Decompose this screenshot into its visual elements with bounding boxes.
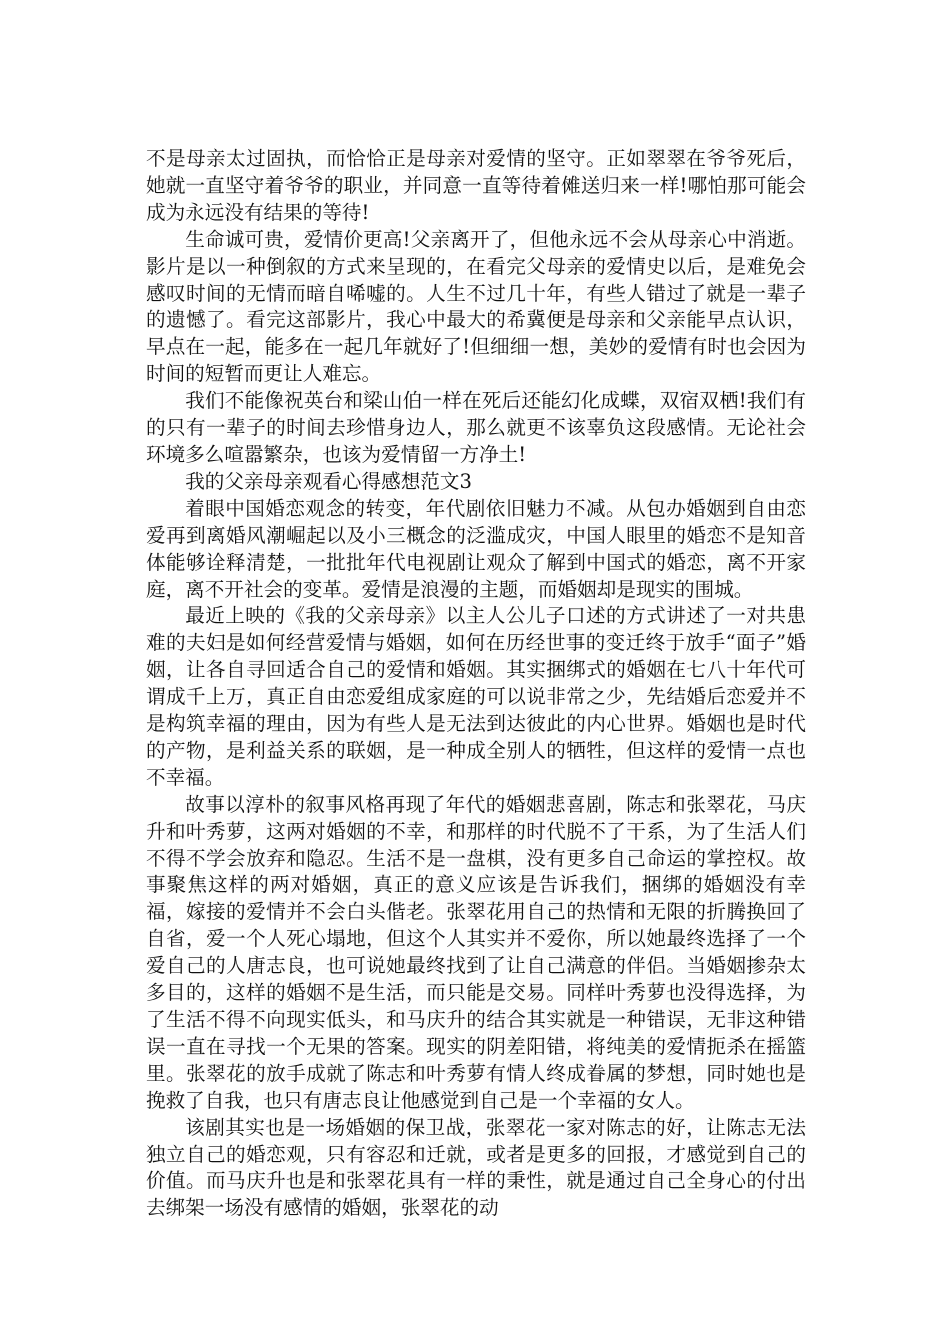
paragraph-1: 不是母亲太过固执，而恰恰正是母亲对爱情的坚守。正如翠翠在爷爷死后，她就一直坚守着爷爷的职业，并同意一直等待着傩送归来一样!哪怕那可能会成为永远没有结果的等待! <box>146 147 806 224</box>
paragraph-3: 我们不能像祝英台和梁山伯一样在死后还能幻化成蝶，双宿双栖!我们有的只有一辈子的时间去珍惜身边人，那么就更不该辜负这段感情。无论社会环境多么喧嚣繁杂，也该为爱情留一方净土! <box>146 389 806 466</box>
document-page <box>146 146 806 1222</box>
paragraph-7: 该剧其实也是一场婚姻的保卫战，张翠花一家对陈志的好，让陈志无法独立自己的婚恋观，只有容忍和迁就，或者是更多的回报，才感觉到自己的价值。而马庆升也是和张翠花具有一样的秉性，就是通过自己全身心的付出去绑架一场没有感情的婚姻，张翠花的动 <box>146 1115 806 1220</box>
paragraph-2: 生命诚可贵，爱情价更高!父亲离开了，但他永远不会从母亲心中消逝。影片是以一种倒叙的方式来呈现的，在看完父母亲的爱情史以后，是难免会感叹时间的无情而暗自唏嘘的。人生不过几十年，有些人错过了就是一辈子的遗憾了。看完这部影片，我心中最大的希冀便是母亲和父亲能早点认识，早点在一起，能多在一起几年就好了!但细细一想，美妙的爱情有时也会因为时间的短暂而更让人难忘。 <box>146 227 806 386</box>
paragraph-4: 着眼中国婚恋观念的转变，年代剧依旧魅力不减。从包办婚姻到自由恋爱再到离婚风潮崛起以及小三概念的泛滥成灾，中国人眼里的婚恋不是知音体能够诠释清楚，一批批年代电视剧让观众了解到中国式的婚恋，离不开家庭，离不开社会的变革。爱情是浪漫的主题，而婚姻却是现实的围城。 <box>146 496 806 601</box>
paragraph-6: 故事以淳朴的叙事风格再现了年代的婚姻悲喜剧，陈志和张翠花，马庆升和叶秀萝，这两对婚姻的不幸，和那样的时代脱不了干系，为了生活人们不得不学会放弃和隐忍。生活不是一盘棋，没有更多自己命运的掌控权。故事聚焦这样的两对婚姻，真正的意义应该是告诉我们，捆绑的婚姻没有幸福，嫁接的爱情并不会白头偕老。张翠花用自己的热情和无限的折腾换回了自省，爱一个人死心塌地，但这个人其实并不爱你，所以她最终选择了一个爱自己的人唐志良，也可说她最终找到了让自己满意的伴侣。当婚姻掺杂太多目的，这样的婚姻不是生活，而只能是交易。同样叶秀萝也没得选择，为了生活不得不向现实低头，和马庆升的结合其实就是一种错误，无非这种错误一直在寻找一个无果的答案。现实的阴差阳错，将纯美的爱情扼杀在摇篮里。张翠花的放手成就了陈志和叶秀萝有情人终成眷属的梦想，同时她也是挽救了自我，也只有唐志良让他感觉到自己是一个幸福的女人。 <box>146 792 806 1112</box>
paragraph-5: 最近上映的《我的父亲母亲》以主人公儿子口述的方式讲述了一对共患难的夫妇是如何经营爱情与婚姻，如何在历经世事的变迁终于放手“面子”婚姻，让各自寻回适合自己的爱情和婚姻。其实捆绑式的婚姻在七八十年代可谓成千上万，真正自由恋爱组成家庭的可以说非常之少，先结婚后恋爱并不是构筑幸福的理由，因为有些人是无法到达彼此的内心世界。婚姻也是时代的产物，是利益关系的联姻，是一种成全别人的牺牲，但这样的爱情一点也不幸福。 <box>146 604 806 789</box>
section-heading: 我的父亲母亲观看心得感想范文3 <box>185 469 472 493</box>
